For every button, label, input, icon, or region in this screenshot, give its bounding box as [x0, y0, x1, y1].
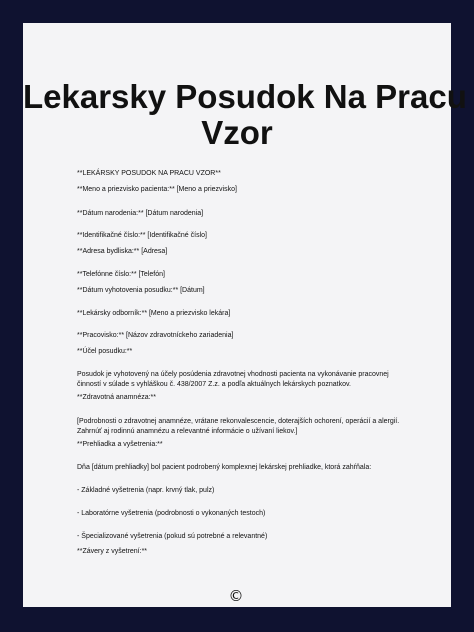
anamnesis-paragraph: [Podrobnosti o zdravotnej anamnéze, vrátane rekonvalescencie, doterajších ochorení, operácií a alergií. Zahrnúť aj rodinnú anamnézu a relevantné informácie o užívaní liekov.] — [77, 418, 400, 435]
phone-line: **Telefónne číslo:** [Telefón] — [77, 271, 165, 278]
address-line: **Adresa bydliska:** [Adresa] — [77, 248, 168, 255]
purpose-heading: **Účel posudku:** — [77, 348, 133, 355]
exam-item-special: - Špecializované vyšetrenia (pokud sú potrebné a relevantné) — [77, 533, 268, 540]
birth-date-line: **Dátum narodenia:** [Dátum narodenia] — [77, 210, 204, 217]
exam-item-basic: - Základné vyšetrenia (napr. krvný tlak, pulz) — [77, 487, 215, 494]
purpose-paragraph: Posudok je vyhotovený na účely posúdenia zdravotnej vhodnosti pacienta na vykonávanie pracovnej činností v súlade s vyhláškou č. 438/2007 Z.z. a podľa aktuálnych lekárskych poznatkov. — [77, 371, 389, 388]
examination-heading: **Prehliadka a vyšetrenia:** — [77, 441, 163, 448]
id-number-line: **Identifikačné číslo:** [Identifikačné číslo] — [77, 232, 207, 239]
anamnesis-heading: **Zdravotná anamnéza:** — [77, 394, 156, 401]
workplace-line: **Pracovisko:** [Názov zdravotníckeho zariadenia] — [77, 332, 234, 339]
examination-intro: Dňa [dátum prehliadky] bol pacient podrobený komplexnej lekárskej prehliadke, ktorá zahŕňala: — [77, 464, 372, 471]
document-heading: **LEKÁRSKY POSUDOK NA PRACU VZOR** — [77, 170, 221, 177]
doctor-line: **Lekársky odborník:** [Meno a priezvisko lekára] — [77, 310, 231, 317]
document-page — [23, 23, 467, 607]
report-date-line: **Dátum vyhotovenia posudku:** [Dátum] — [77, 287, 205, 294]
title-line-1: Lekarsky Posudok Na Pracu — [23, 78, 467, 115]
title-line-2: Vzor — [201, 114, 273, 151]
exam-item-lab: - Laboratórne vyšetrenia (podrobnosti o vykonaných testoch) — [77, 510, 266, 517]
document-title — [23, 78, 467, 151]
copyright-icon: © — [228, 587, 244, 605]
conclusions-heading: **Závery z vyšetrení:** — [77, 548, 148, 555]
patient-name-line: **Meno a priezvisko pacienta:** [Meno a priezvisko] — [77, 186, 237, 193]
